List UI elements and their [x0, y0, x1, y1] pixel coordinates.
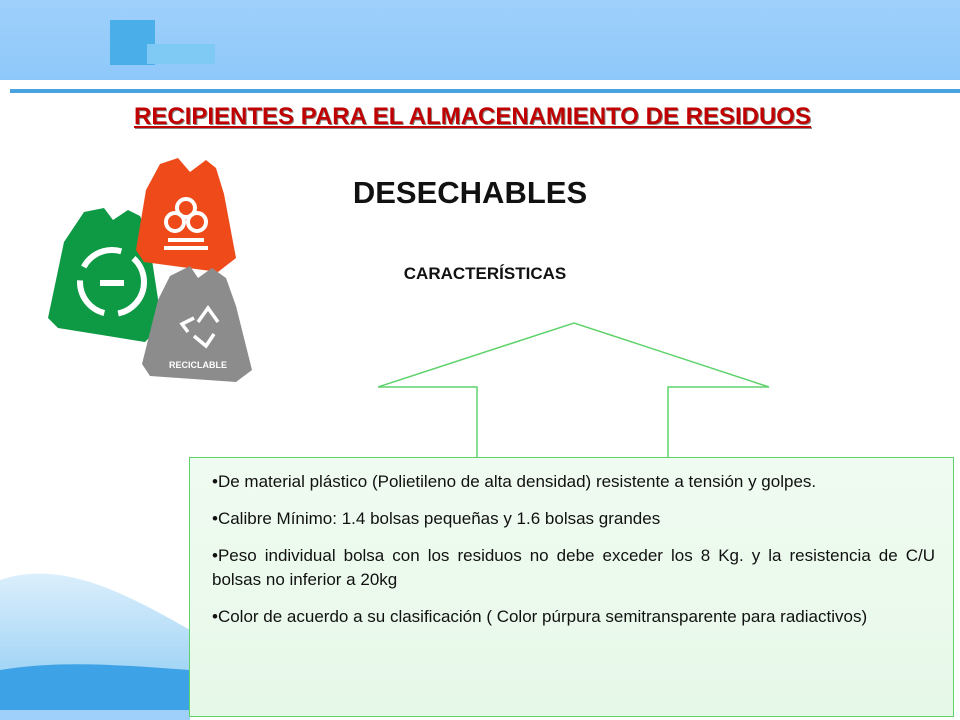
bag-label: RECICLABLE — [169, 360, 227, 370]
red-bag-icon — [136, 158, 236, 272]
section-label: CARACTERÍSTICAS — [403, 264, 567, 283]
bullet-item: • Calibre Mínimo: 1.4 bolsas pequeñas y 1.6 bolsas grandes — [212, 507, 935, 531]
slide-title: RECIPIENTES PARA EL ALMACENAMIENTO DE RESIDUOS — [134, 103, 811, 130]
up-arrow-outline — [378, 322, 770, 462]
characteristics-box — [189, 457, 954, 717]
bullet-item: • De material plástico (Polietileno de alta densidad) resistente a tensión y golpes. — [212, 470, 935, 494]
characteristics-list — [212, 470, 935, 629]
slide-subtitle: DESECHABLES — [352, 175, 588, 210]
header-square-light — [147, 44, 215, 64]
gray-bag-icon — [142, 266, 252, 382]
bullet-item: • Peso individual bolsa con los residuos no debe exceder los 8 Kg. y la resistencia de C/U bolsas no inferior a 20kg — [212, 544, 935, 592]
header-rule — [10, 89, 960, 93]
bullet-item: • Color de acuerdo a su clasificación ( Color púrpura semitransparente para radiactivos) — [212, 605, 935, 629]
waste-bags-illustration — [40, 150, 270, 385]
